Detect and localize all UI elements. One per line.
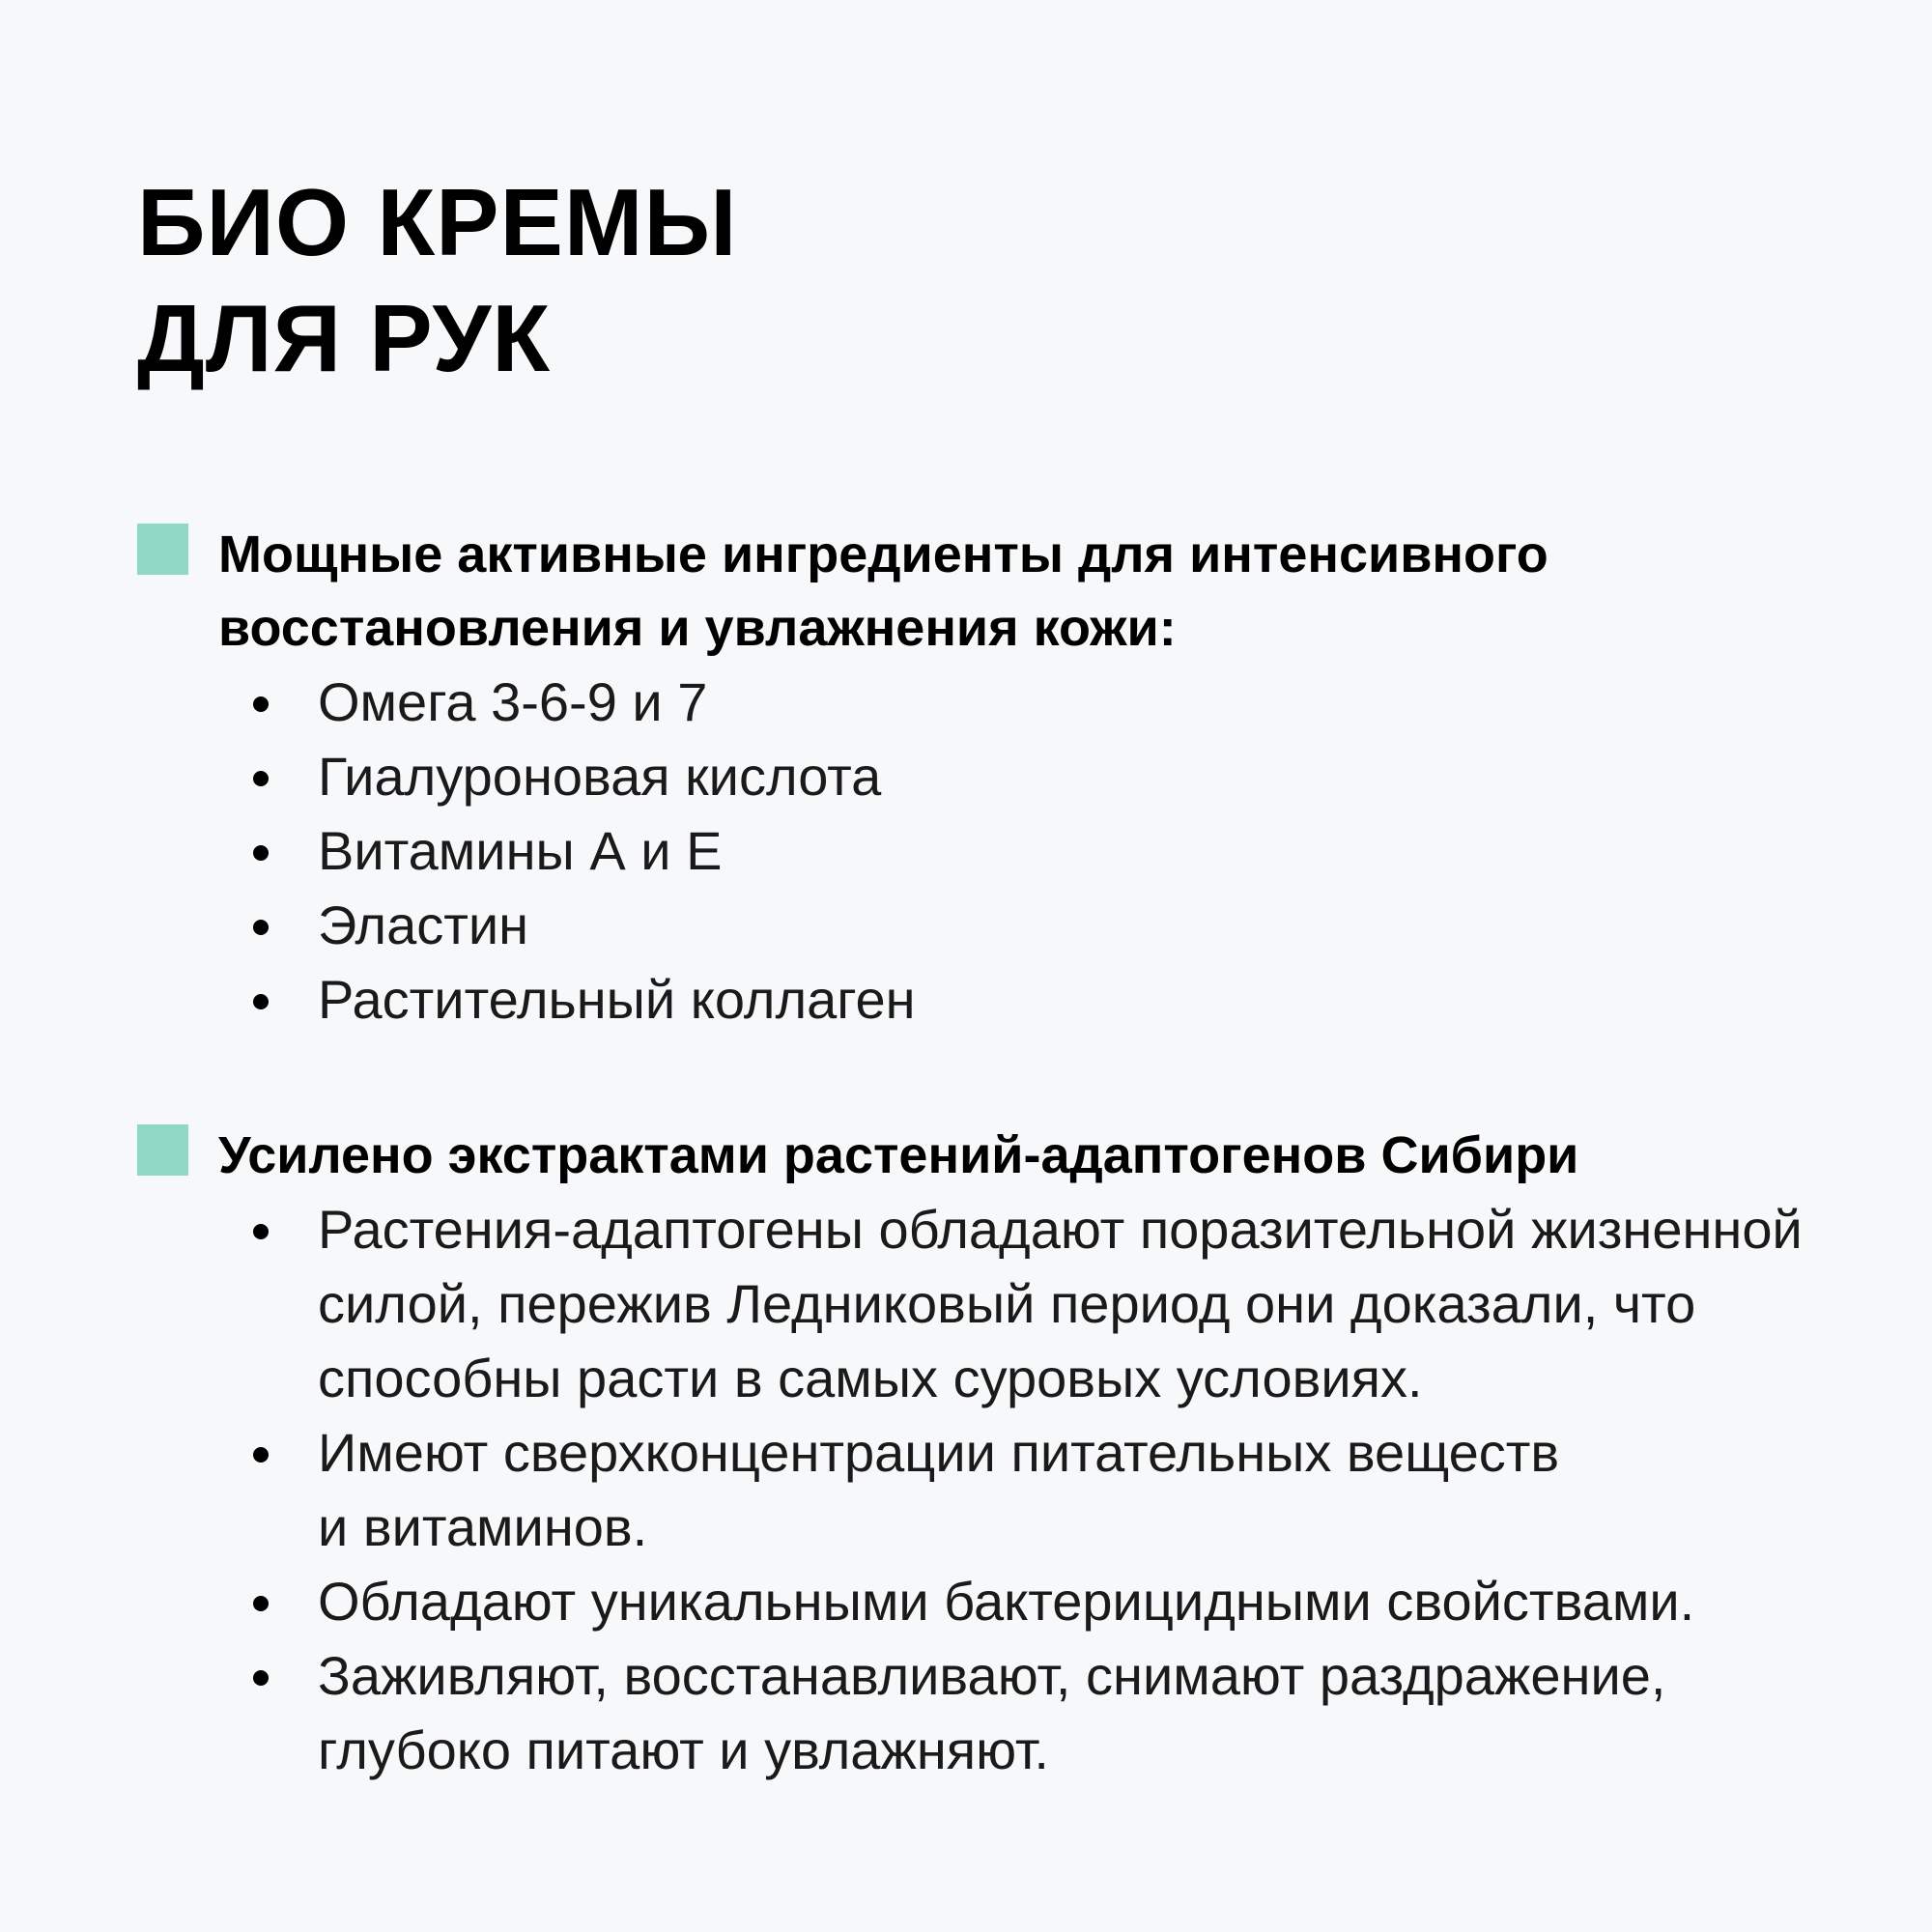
bullet-dot-icon [253, 1447, 269, 1463]
adaptogens-list [137, 1192, 1825, 1787]
square-bullet-icon [137, 524, 188, 575]
list-item: Эластин [318, 888, 1876, 962]
bullet-dot-icon [253, 1670, 269, 1686]
list-item: Витамины А и Е [318, 813, 1876, 888]
bullet-dot-icon [253, 994, 269, 1009]
bullet-dot-icon [253, 1596, 269, 1611]
list-item: Омега 3-6-9 и 7 [318, 665, 1876, 739]
list-item: Заживляют, восстанавливают, снимают раздражение, глубоко питают и увлажняют. [318, 1638, 1719, 1787]
bullet-dot-icon [253, 920, 269, 935]
section-heading: Усилено экстрактами растений-адаптогенов Сибири [218, 1126, 1579, 1184]
page-title-line-1: БИО КРЕМЫ [137, 169, 738, 275]
square-bullet-icon [137, 1124, 188, 1176]
list-item: Растительный коллаген [318, 962, 1876, 1037]
ingredients-list [137, 665, 1876, 1037]
section-heading-row [137, 1119, 1876, 1192]
section-heading: Мощные активные ингредиенты для интенсивного восстановления и увлажнения кожи: [218, 526, 1548, 657]
section-ingredients [137, 518, 1876, 1037]
page-title-line-2: ДЛЯ РУК [137, 285, 552, 391]
page-title [137, 164, 737, 396]
list-item: Растения-адаптогены обладают поразительной жизненной силой, пережив Ледниковый период они доказали, что способны расти в самых суровых условиях. [318, 1192, 1825, 1415]
section-heading-row [137, 518, 1876, 665]
list-item: Обладают уникальными бактерицидными свойствами. [318, 1564, 1825, 1638]
bullet-dot-icon [253, 845, 269, 861]
list-item: Гиалуроновая кислота [318, 739, 1876, 813]
bullet-dot-icon [253, 696, 269, 712]
list-item: Имеют сверхконцентрации питательных веществ и витаминов. [318, 1415, 1574, 1564]
bullet-dot-icon [253, 1224, 269, 1239]
bullet-dot-icon [253, 771, 269, 786]
section-adaptogens [137, 1119, 1876, 1787]
